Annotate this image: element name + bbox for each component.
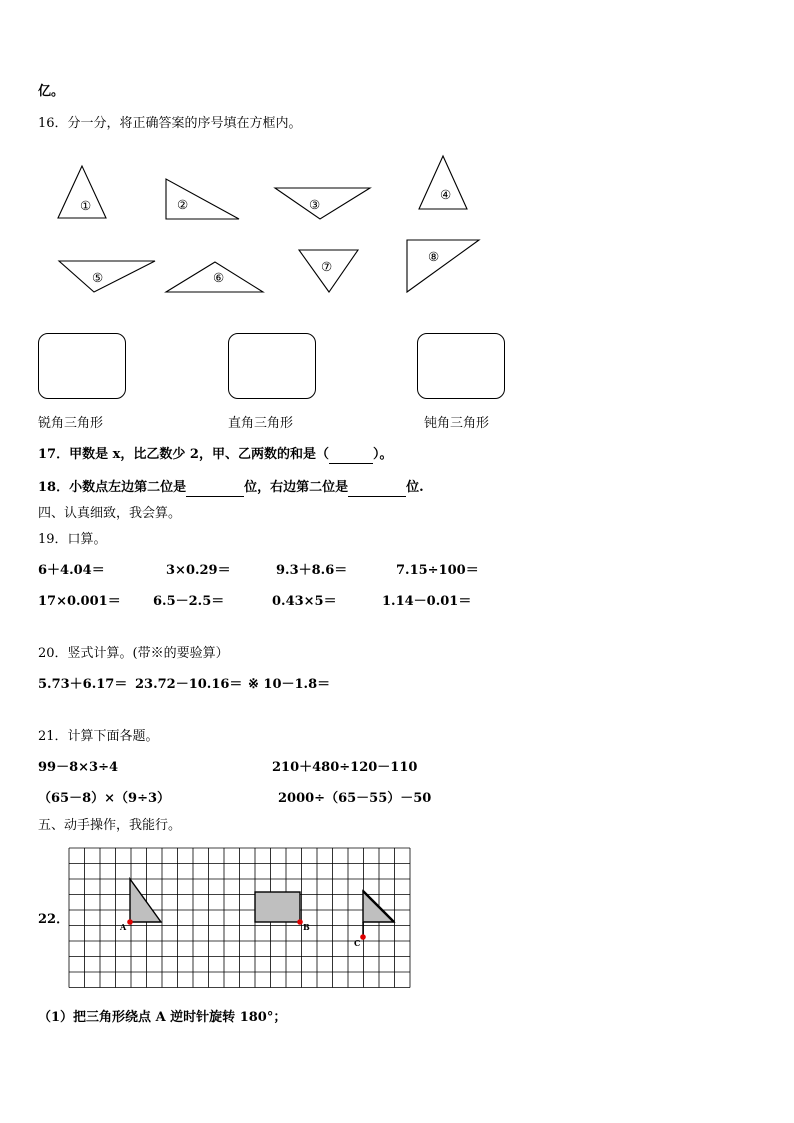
q19-item: 6.5－2.5＝ (153, 594, 225, 609)
triangle-label-1: ① (80, 198, 92, 213)
q21-item: 2000÷（65－55）－50 (278, 791, 432, 806)
q19-item: 0.43×5＝ (272, 594, 337, 609)
q22-number: 22． (38, 912, 70, 927)
point-c-marker (360, 934, 366, 940)
q21-item: 210＋480÷120－110 (272, 760, 418, 775)
q21-item: 99－8×3÷4 (38, 760, 119, 775)
q21-title: 21．计算下面各题。 (38, 729, 159, 744)
point-a-marker (127, 919, 133, 925)
point-b-marker (297, 919, 303, 925)
triangle-label-3: ③ (309, 197, 321, 212)
triangle-label-8: ⑧ (428, 249, 440, 264)
point-b-label: B (303, 922, 310, 932)
q16-title: 16．分一分，将正确答案的序号填在方框内。 (38, 116, 302, 131)
q19-item: 1.14－0.01＝ (382, 594, 472, 609)
section-5-heading: 五、动手操作，我能行。 (38, 818, 182, 833)
q17-text-after: ）。 (372, 447, 393, 462)
point-c-label: C (354, 938, 361, 948)
continued-text: 亿。 (38, 84, 65, 99)
triangle-label-7: ⑦ (321, 259, 333, 274)
q19-item: 9.3＋8.6＝ (276, 563, 348, 578)
q20-item: 23.72－10.16＝ (135, 677, 243, 692)
triangle-label-5: ⑤ (92, 270, 104, 285)
obtuse-triangle-label: 钝角三角形 (424, 416, 490, 431)
q19-item: 6＋4.04＝ (38, 563, 105, 578)
triangle-label-4: ④ (440, 187, 452, 202)
right-triangle-label: 直角三角形 (228, 416, 294, 431)
q20-item: 5.73＋6.17＝ (38, 677, 128, 692)
q17-text-before: 17．甲数是 x，比乙数少 2，甲、乙两数的和是（ (38, 447, 329, 462)
acute-triangle-label: 锐角三角形 (38, 416, 104, 431)
q18-part3: 位. (406, 480, 424, 495)
q19-item: 3×0.29＝ (166, 563, 231, 578)
shape-triangle-a (130, 879, 161, 922)
q19-title: 19．口算。 (38, 532, 107, 547)
q19-item: 17×0.001＝ (38, 594, 121, 609)
q21-item: （65－8）×（9÷3） (38, 791, 171, 806)
q20-item: ※ 10－1.8＝ (248, 677, 331, 692)
q18-part1: 18．小数点左边第二位是 (38, 480, 187, 495)
triangle-label-6: ⑥ (213, 270, 225, 285)
shape-rectangle-b (255, 892, 300, 922)
point-a-label: A (120, 922, 127, 932)
section-4-heading: 四、认真细致，我会算。 (38, 506, 182, 521)
q20-title: 20．竖式计算。(带※的要验算） (38, 646, 229, 661)
q22-instruction-1: （1）把三角形绕点 A 逆时针旋转 180°； (38, 1010, 287, 1025)
q18-part2: 位，右边第二位是 (244, 480, 349, 495)
triangle-label-2: ② (177, 197, 189, 212)
q19-item: 7.15÷100＝ (396, 563, 479, 578)
